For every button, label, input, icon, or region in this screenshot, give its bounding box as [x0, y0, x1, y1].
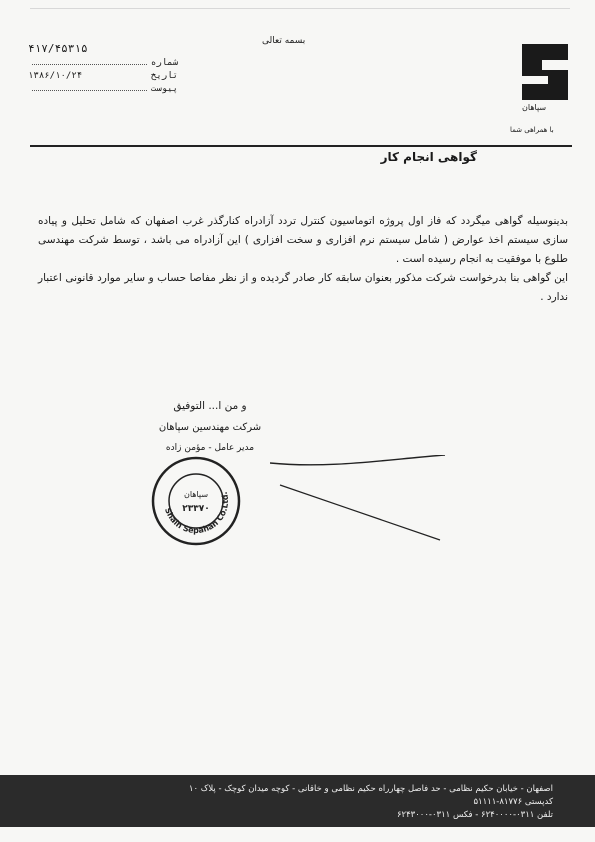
body-paragraph-2: این گواهی بنا بدرخواست شرکت مذکور بعنوان سابقه کار صادر گردیده و از نظر مفاصا حساب و سایر موارد قانونی اعتبار ندارد .	[38, 272, 568, 303]
header-rule	[30, 145, 572, 147]
date-value: ۱۳۸۶/۱۰/۲۴	[28, 71, 83, 81]
company-logo-icon	[512, 40, 578, 140]
attachment-label: پیوست	[150, 84, 178, 94]
signature-stroke	[270, 455, 450, 545]
letterhead-footer	[0, 775, 595, 827]
date-row	[28, 71, 178, 81]
closing-phrase: و من ا... التوفیق	[173, 400, 247, 412]
number-dots	[32, 58, 147, 65]
footer-address: اصفهان - خیابان حکیم نظامی - حد فاصل چهارراه حکیم نظامی و خاقانی - کوچه میدان کوچک - پلاک ۱۰	[188, 784, 553, 794]
document-body	[38, 212, 568, 307]
company-stamp	[150, 455, 242, 547]
stamp-persian-text: سپاهان	[183, 490, 209, 499]
number-label: شماره	[150, 58, 178, 68]
attachment-row	[28, 84, 178, 94]
logo-name: سپاهان	[522, 103, 547, 112]
document-title: گواهی انجام کار	[380, 150, 477, 164]
reference-block	[28, 42, 178, 94]
signature-block	[110, 400, 310, 453]
body-paragraph-1: بدینوسیله گواهی میگردد که فاز اول پروژه اتوماسیون کنترل تردد آزادراه کنارگذر غرب اصفهان که شامل تحلیل و پیاده سازی سیستم اخذ عوارض ( شامل سیستم نرم افزاری و سخت افزاری ) این آزادراه می باشد ، توسط شرکت مهندسی طلوع با موفقیت به انجام رسیده است .	[38, 215, 568, 265]
reference-number: ۴۱۷/۴۵۳۱۵	[28, 42, 88, 55]
attachment-dots	[32, 84, 147, 91]
basmala: بسمه تعالی	[262, 36, 306, 46]
stamp-latin-text: Shain Sepahan Co.Ltd.	[162, 490, 231, 536]
logo-slogan: با همراهی شما	[510, 126, 554, 134]
number-row	[28, 58, 178, 68]
signer-name: مدیر عامل - مؤمن زاده	[165, 443, 255, 453]
date-label: تاریخ	[150, 71, 178, 81]
signing-company: شرکت مهندسین سپاهان	[158, 422, 262, 433]
footer-phone-fax: تلفن ۰۳۱۱-۶۲۴۰۰۰۰ - فکس ۰۳۱۱-۶۲۴۳۰۰۰	[396, 810, 553, 820]
top-rule	[30, 8, 570, 9]
footer-postal: کدپستی ۸۱۷۷۶-۵۱۱۱۱	[473, 797, 553, 807]
stamp-number: ۲۳۳۷۰	[182, 504, 210, 514]
